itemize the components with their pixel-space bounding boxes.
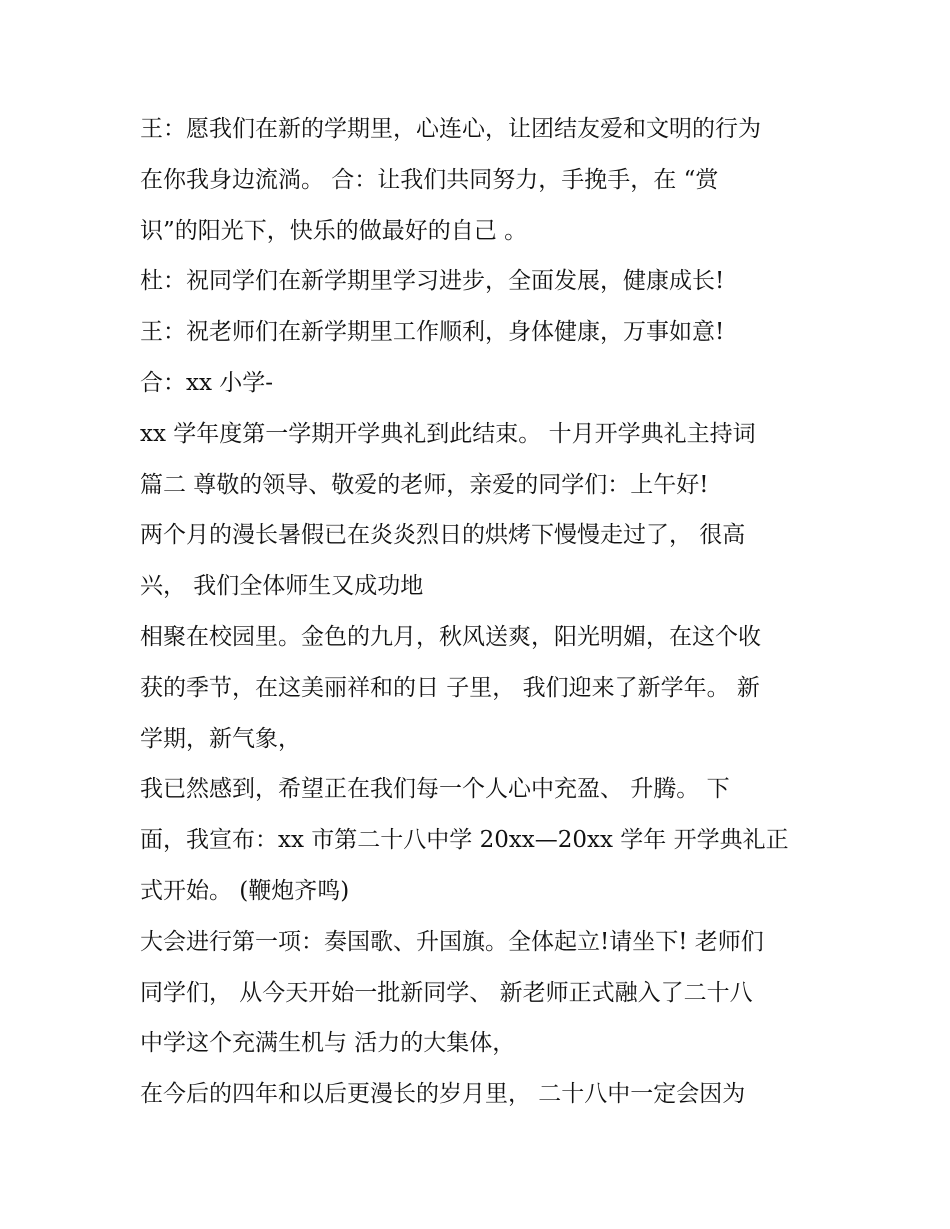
text-line: 在你我身边流淌。 合：让我们共同努力，手挽手，在 “赏 — [140, 166, 719, 193]
text-line: 学期，新气象， — [140, 725, 301, 752]
text-line: 识”的阳光下，快乐的做最好的自己 。 — [140, 217, 528, 244]
text-line: 式开始。 (鞭炮齐鸣) — [140, 877, 350, 904]
text-line: 杜：祝同学们在新学期里学习进步，全面发展，健康成长! — [140, 268, 725, 295]
text-line: 王：愿我们在新的学期里，心连心，让团结友爱和文明的行为 — [140, 116, 761, 142]
text-line: 获的季节，在这美丽祥和的日 子里， 我们迎来了新学年。 新 — [140, 674, 760, 701]
text-line: 中学这个充满生机与 活力的大集体， — [140, 1030, 516, 1057]
text-line: 篇二 尊敬的领导、敬爱的老师，亲爱的同学们：上午好! — [140, 471, 709, 498]
text-line: 两个月的漫长暑假已在炎炎烈日的烘烤下慢慢走过了， 很高 — [140, 522, 746, 549]
text-line: 合：xx 小学- — [140, 369, 274, 396]
text-line: 相聚在校园里。金色的九月，秋风送爽，阳光明媚，在这个收 — [140, 623, 761, 650]
text-line: 在今后的四年和以后更漫长的岁月里， 二十八中一定会因为 — [140, 1081, 746, 1108]
document-body — [140, 104, 830, 1120]
text-line: 王：祝老师们在新学期里工作顺利，身体健康，万事如意! — [140, 319, 725, 346]
text-line: 大会进行第一项：奏国歌、升国旗。全体起立!请坐下! 老师们 — [140, 928, 764, 955]
text-line: 面，我宣布：xx 市第二十八中学 20xx—20xx 学年 开学典礼正 — [140, 827, 789, 854]
text-line: 我已然感到，希望正在我们每一个人心中充盈、 升腾。 下 — [140, 776, 730, 803]
text-line: 同学们， 从今天开始一批新同学、 新老师正式融入了二十八 — [140, 979, 753, 1006]
text-line: xx 学年度第一学期开学典礼到此结束。 十月开学典礼主持词 — [140, 420, 756, 447]
text-line: 兴， 我们全体师生又成功地 — [140, 573, 424, 600]
